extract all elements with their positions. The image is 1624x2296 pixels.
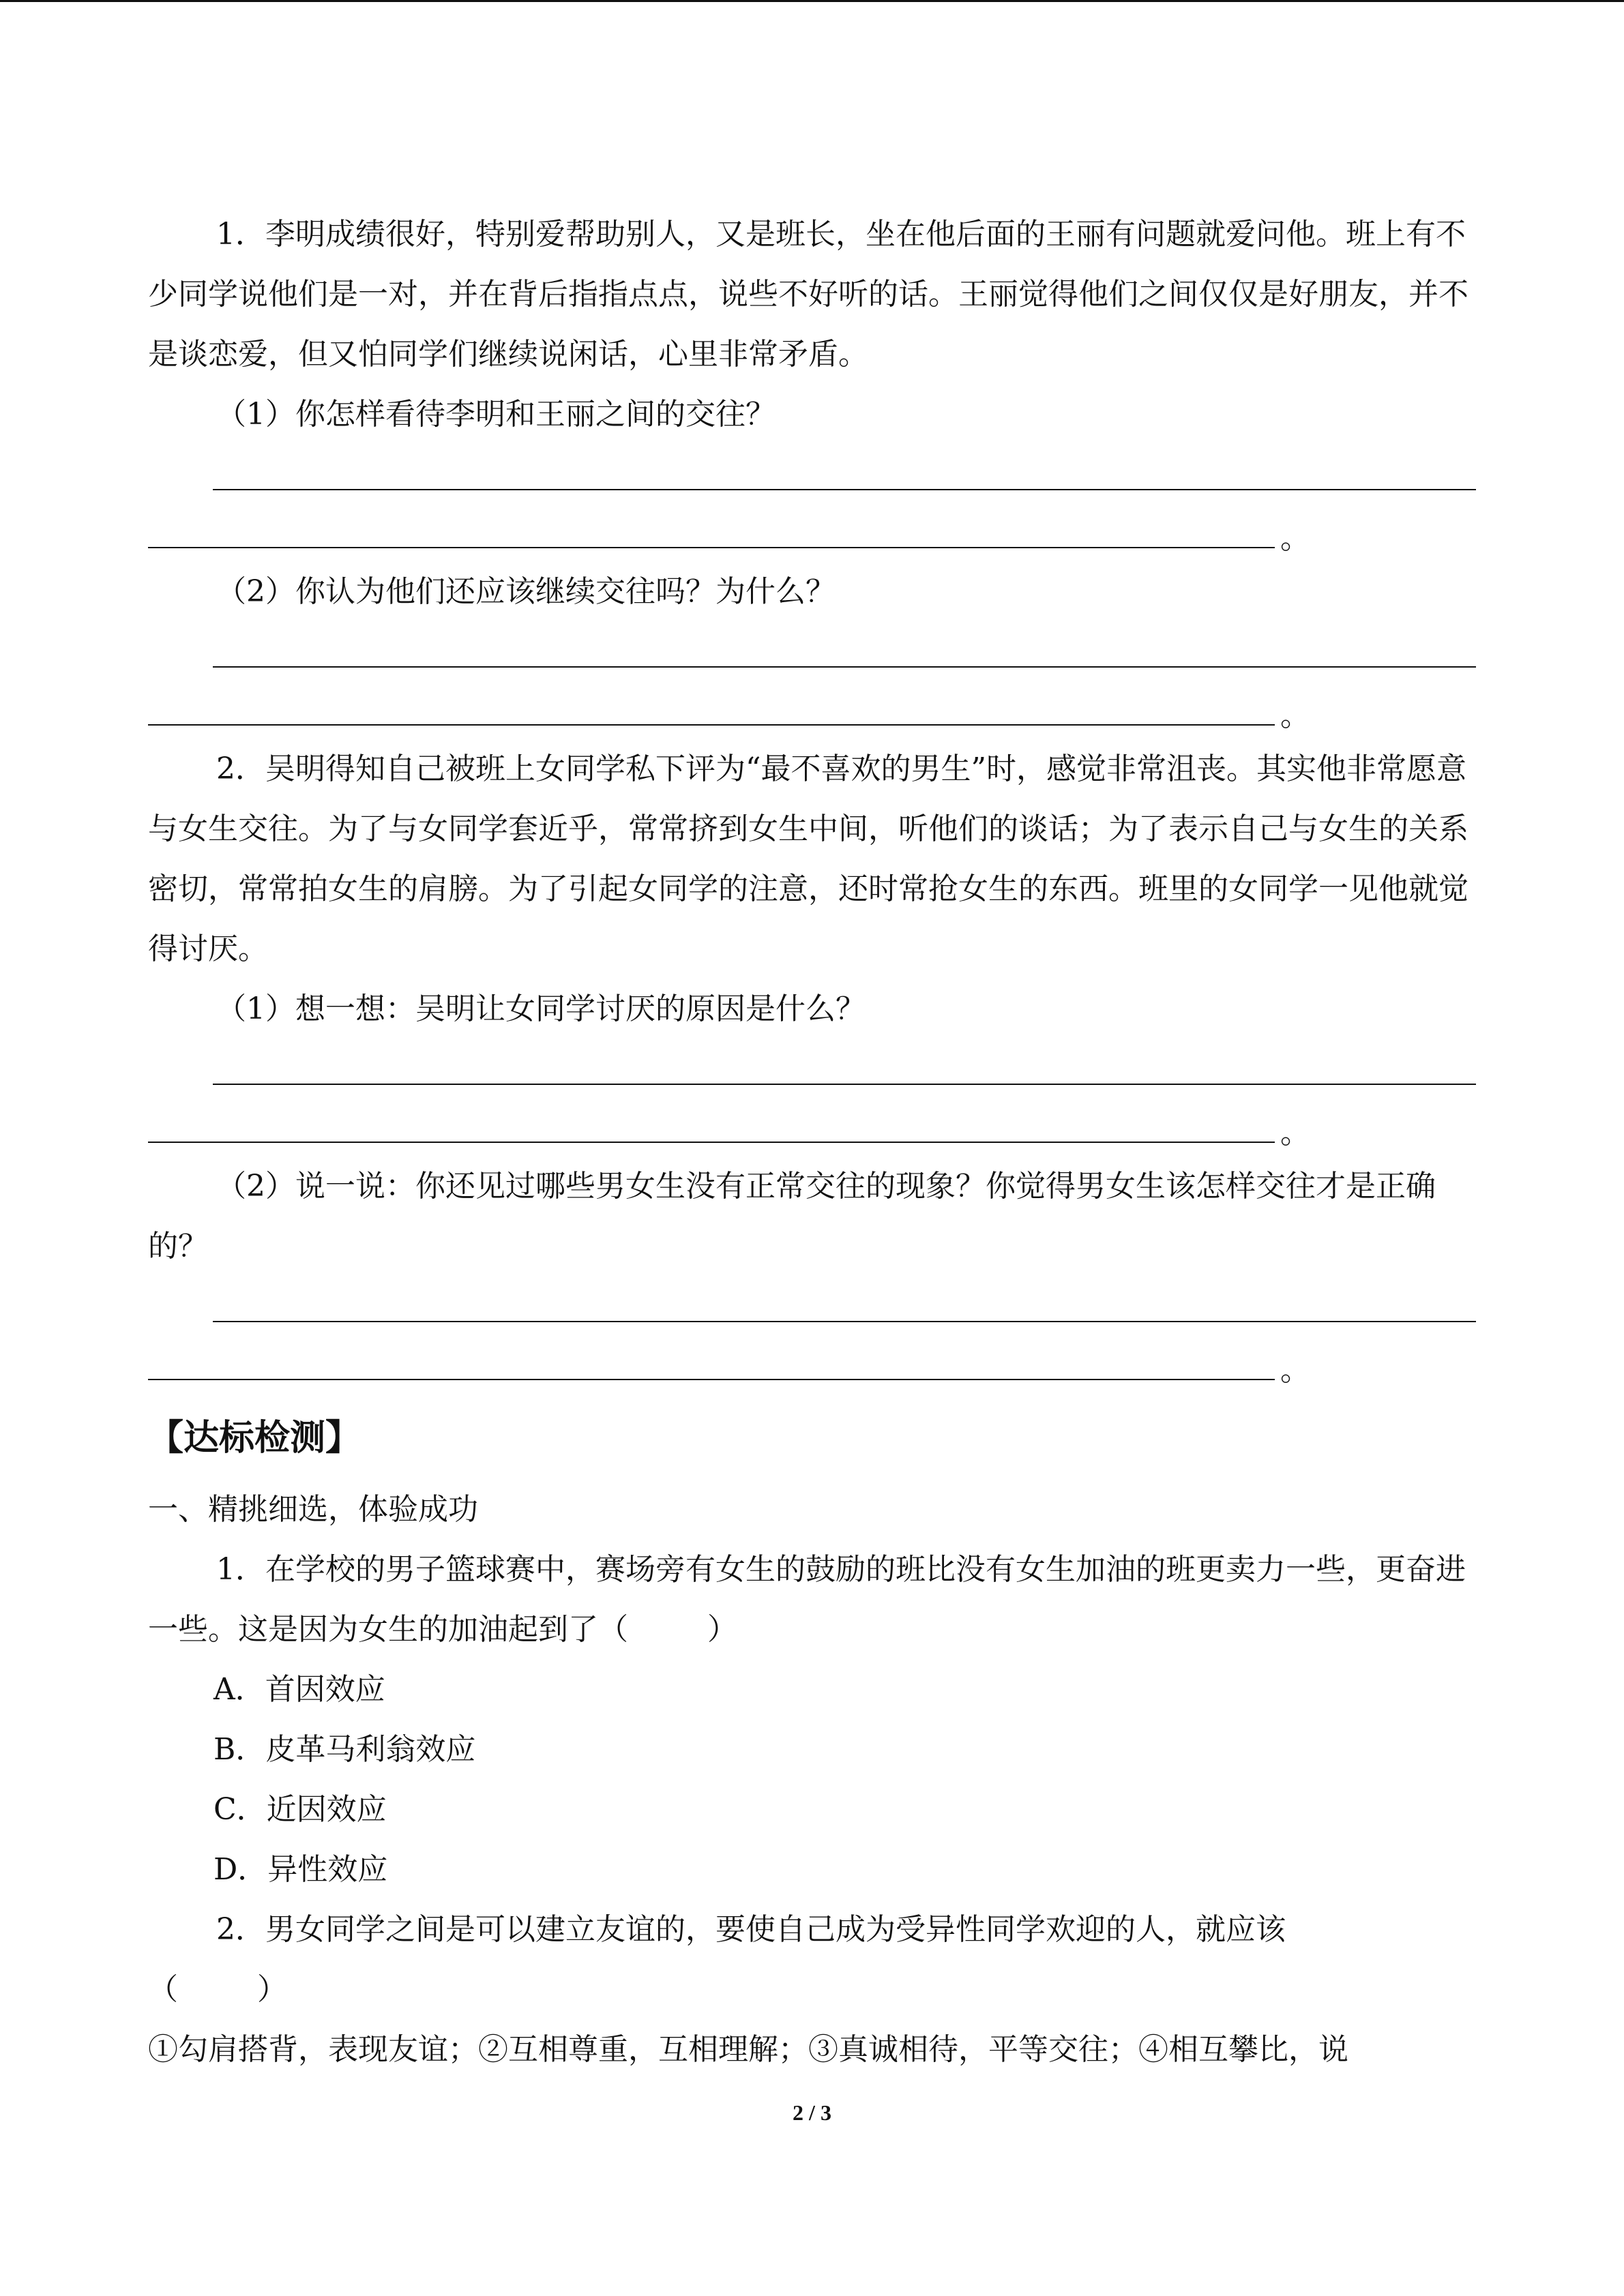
mc2-paren-open: （ — [148, 1972, 178, 2007]
answer-end-mark: 。 — [1280, 521, 1310, 556]
section-heading: 【达标检测】 — [148, 1418, 361, 1459]
mc1-stem — [148, 1540, 1476, 1660]
answer-line — [148, 1379, 1275, 1380]
mc1-stem-close: ） — [707, 1612, 737, 1647]
answer-end-mark: 。 — [1280, 1116, 1310, 1150]
top-border — [0, 0, 1624, 2]
answer-area[interactable] — [148, 445, 1476, 562]
mc1-option-d[interactable]: D．异性效应 — [213, 1852, 388, 1887]
answer-line — [148, 724, 1275, 726]
q2-stem: 2．吴明得知自己被班上女同学私下评为“最不喜欢的男生”时，感觉非常沮丧。其实他非常愿意与女生交往。为了与女同学套近乎，常常挤到女生中间，听他们的谈话；为了表示自己与女生的关系密切，常常拍女生的肩膀。为了引起女同学的注意，还时常抢女生的东西。班里的女同学一见他就觉得讨厌。 — [148, 751, 1468, 966]
answer-line — [148, 547, 1275, 548]
answer-line — [213, 666, 1476, 668]
section-title: 一、精挑细选，体验成功 — [148, 1492, 478, 1527]
answer-area[interactable] — [148, 1277, 1476, 1394]
q2-sub2: （2）说一说：你还见过哪些男女生没有正常交往的现象？你觉得男女生该怎样交往才是正确的？ — [148, 1169, 1436, 1264]
mc2-paren-close: ） — [257, 1972, 287, 2007]
q1-sub2: （2）你认为他们还应该继续交往吗？为什么？ — [216, 574, 836, 609]
mc2-answer-paren — [148, 1960, 1476, 2020]
answer-area[interactable] — [148, 622, 1476, 739]
answer-line — [213, 1084, 1476, 1085]
q1-stem: 1．李明成绩很好，特别爱帮助别人，又是班长，坐在他后面的王丽有问题就爱问他。班上有不少同学说他们是一对，并在背后指指点点，说些不好听的话。王丽觉得他们之间仅仅是好朋友，并不是谈恋爱，但又怕同学们继续说闲话，心里非常矛盾。 — [148, 217, 1468, 372]
answer-line — [213, 1321, 1476, 1322]
mc2-stem: 2．男女同学之间是可以建立友谊的，要使自己成为受异性同学欢迎的人，就应该 — [216, 1912, 1286, 1947]
answer-line — [213, 489, 1476, 490]
answer-end-mark: 。 — [1280, 698, 1310, 733]
mc1-option-c[interactable]: C．近因效应 — [213, 1792, 387, 1827]
mc2-choices-line: ①勾肩搭背，表现友谊；②互相尊重，互相理解；③真诚相待，平等交往；④相互攀比，说 — [148, 2032, 1348, 2067]
mc1-stem-text: 1．在学校的男子篮球赛中，赛场旁有女生的鼓励的班比没有女生加油的班更卖力一些，更奋进一些。这是因为女生的加油起到了（ — [148, 1552, 1466, 1647]
answer-area[interactable] — [148, 1039, 1476, 1157]
page-number: 2 / 3 — [793, 2100, 831, 2125]
mc1-option-a[interactable]: A．首因效应 — [213, 1672, 385, 1707]
worksheet-content — [148, 205, 1476, 2080]
q2-sub1: （1）想一想：吴明让女同学讨厌的原因是什么？ — [216, 992, 866, 1026]
answer-end-mark: 。 — [1280, 1353, 1310, 1388]
answer-line — [148, 1142, 1275, 1143]
q1-sub1: （1）你怎样看待李明和王丽之间的交往？ — [216, 397, 776, 432]
mc1-option-b[interactable]: B．皮革马利翁效应 — [213, 1732, 476, 1767]
